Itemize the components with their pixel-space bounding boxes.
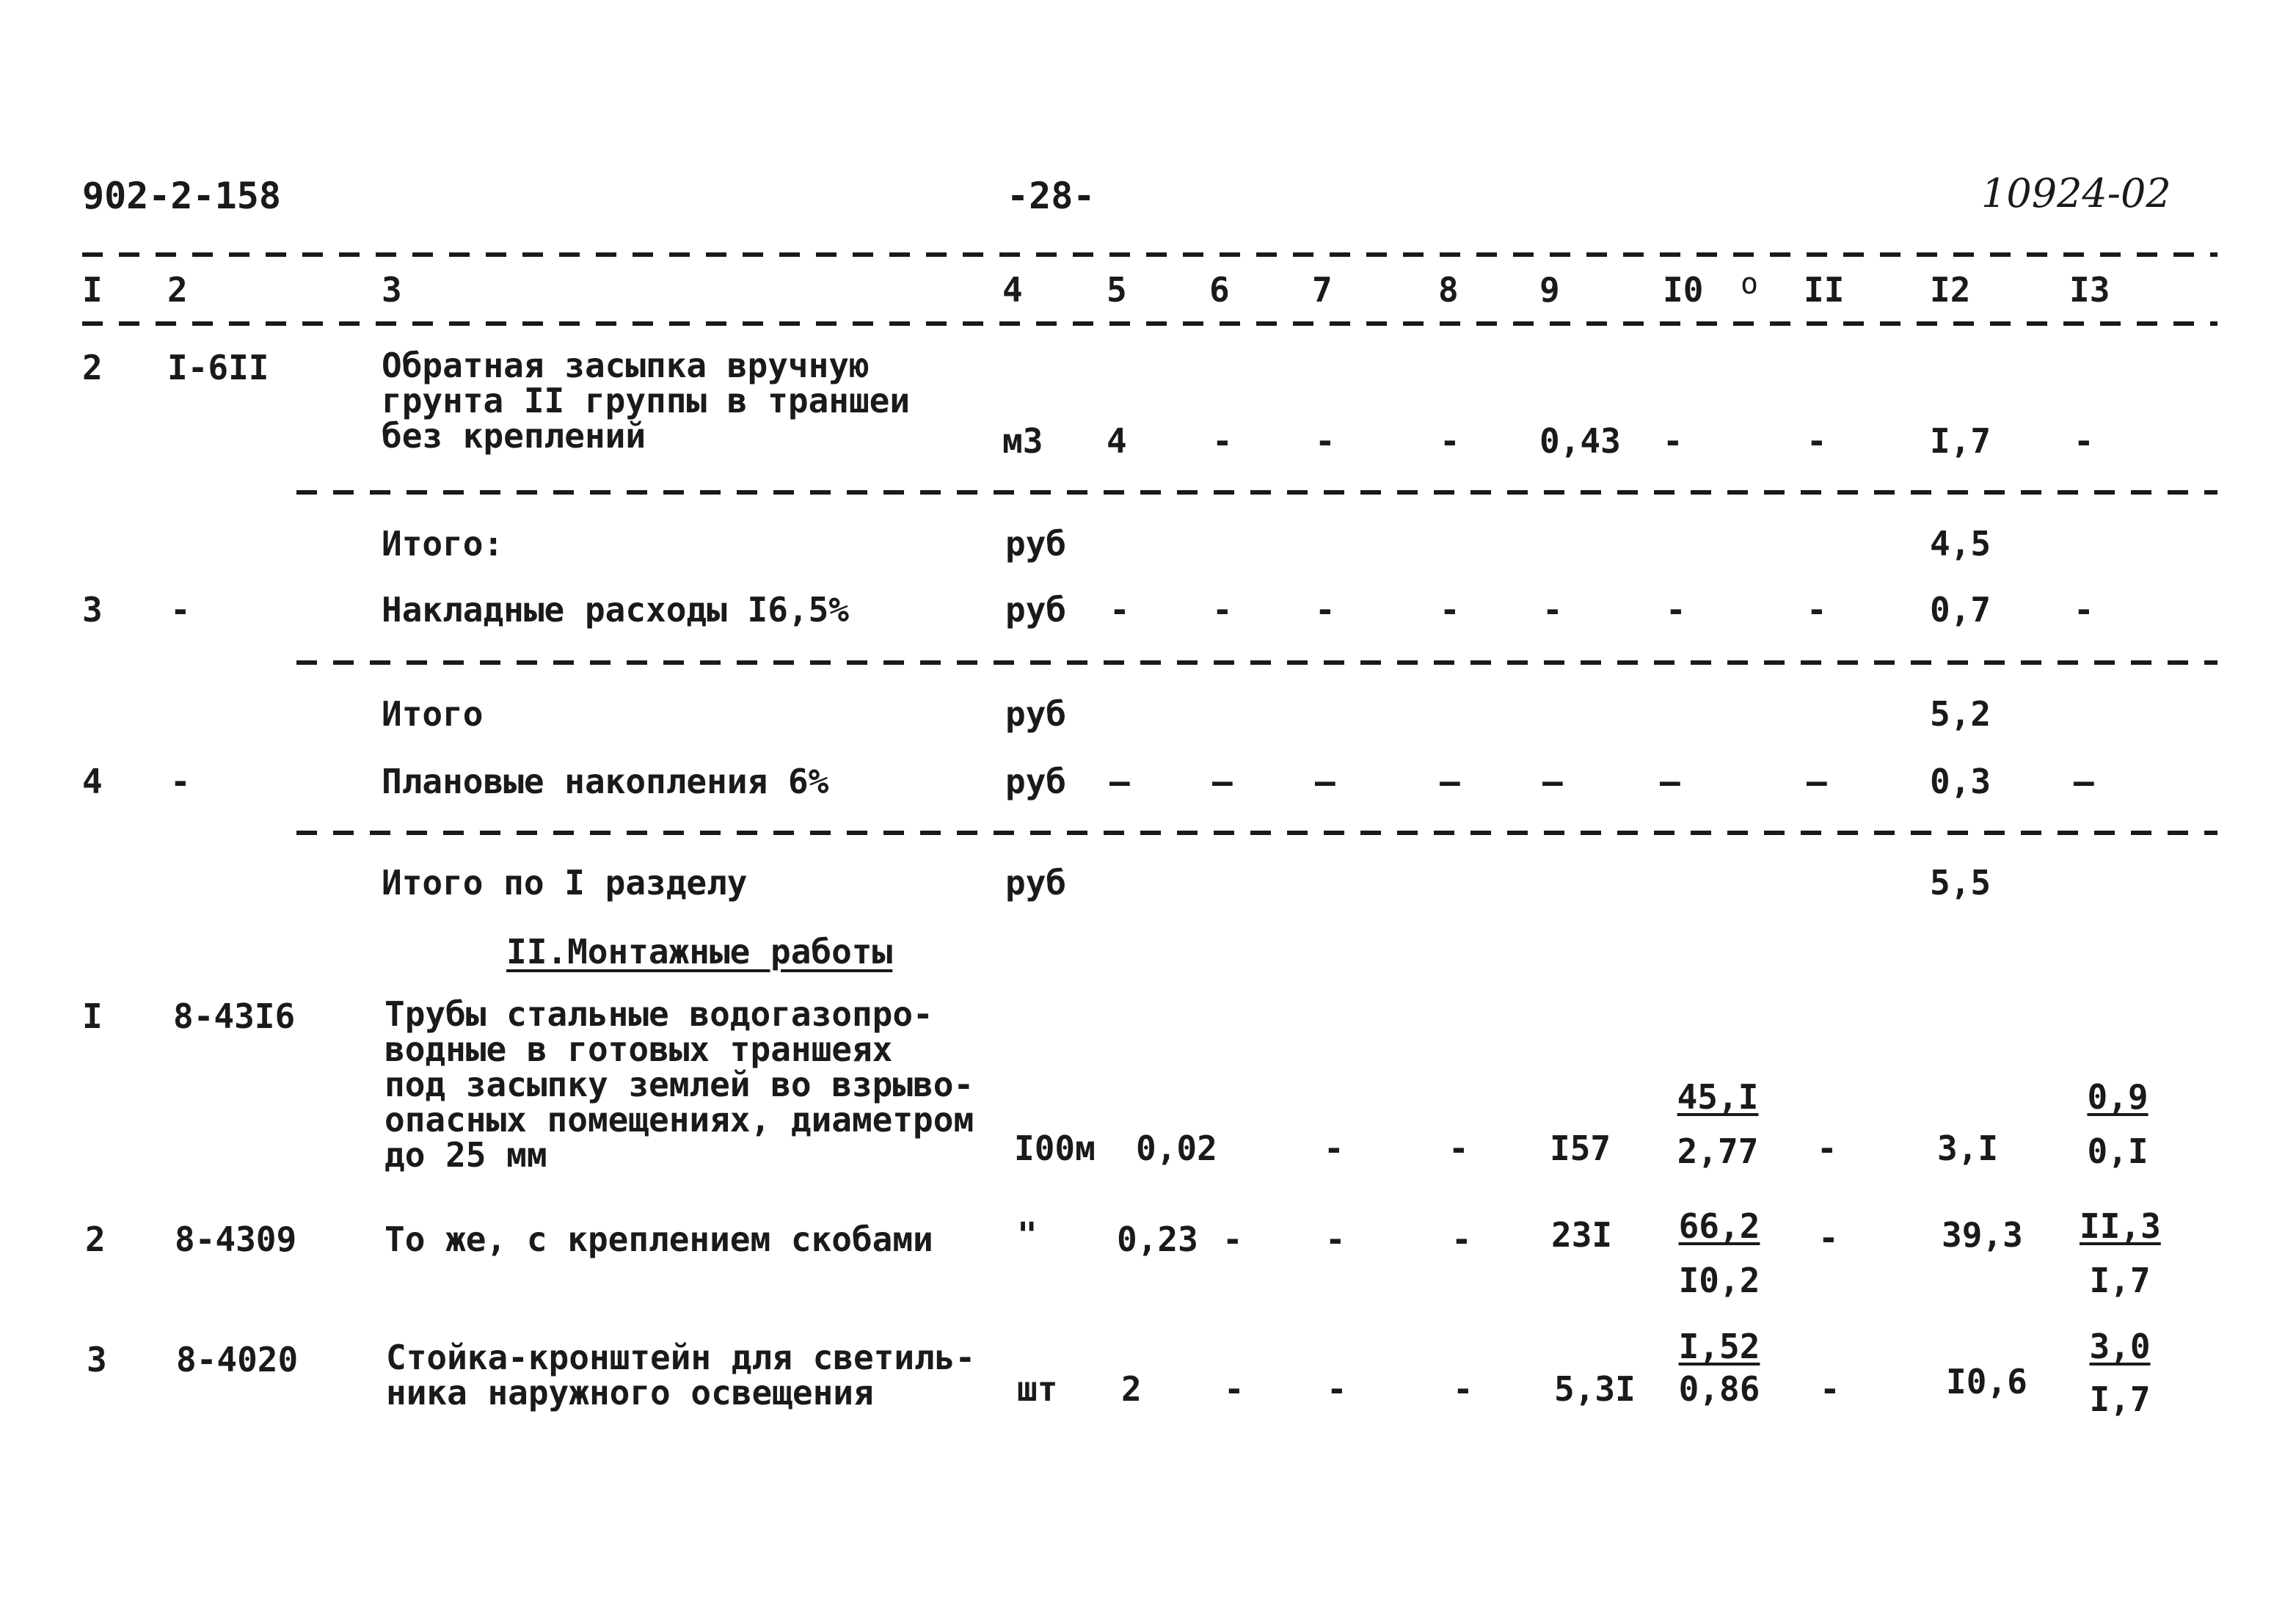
- row-number: 3: [87, 1340, 107, 1379]
- row-separator-rule: [296, 831, 2217, 835]
- cell-col9: 23I: [1551, 1215, 1613, 1255]
- fraction-numerator: 45,I: [1677, 1077, 1759, 1117]
- row-number: 4: [82, 762, 103, 801]
- unit: руб: [1005, 863, 1067, 903]
- fraction-denominator: 0,I: [2087, 1131, 2149, 1171]
- quantity: 2: [1121, 1369, 1142, 1409]
- cell-col11: -: [1807, 590, 1827, 630]
- norm-code: 8-43I6: [173, 996, 296, 1036]
- unit: I00м: [1014, 1129, 1096, 1168]
- header-top-rule: [82, 252, 2217, 257]
- norm-code: 8-4020: [176, 1340, 299, 1379]
- row-number: I: [82, 996, 103, 1036]
- cell-col9: –: [1542, 762, 1563, 801]
- cell-col11: –: [1807, 762, 1827, 801]
- cell-col8: -: [1440, 421, 1460, 461]
- cell-col6: -: [1222, 1220, 1243, 1259]
- fraction-numerator: II,3: [2080, 1206, 2161, 1246]
- column-header: I2: [1930, 270, 1971, 310]
- work-description: Накладные расходы I6,5%: [382, 590, 849, 630]
- cell-col10-fraction: [1672, 1206, 1767, 1300]
- work-description: Трубы стальные водогазопро- водные в готовых траншеях под засыпку землей во взрыво- опасных помещениях, диаметром до 25 мм: [385, 994, 974, 1175]
- cell-col6: -: [1212, 421, 1233, 461]
- cell-col12: 0,3: [1930, 762, 1991, 801]
- cell-col11: -: [1820, 1369, 1840, 1409]
- cell-col13-fraction: [2080, 1327, 2160, 1419]
- cell-col13: -: [2074, 421, 2094, 461]
- column-header: 5: [1107, 270, 1127, 310]
- subtotal-label: Итого: [382, 694, 484, 734]
- cell-col10: -: [1663, 421, 1683, 461]
- row-separator-rule: [296, 490, 2217, 495]
- work-description: Плановые накопления 6%: [382, 762, 829, 801]
- cell-col10-fraction: [1670, 1077, 1765, 1171]
- column-header: I0: [1663, 270, 1704, 310]
- work-description: Стойка-кронштейн для светиль- ника наружного освещения: [386, 1338, 976, 1412]
- cell-col6: -: [1224, 1369, 1244, 1409]
- column-header: o: [1741, 267, 1759, 301]
- fraction-denominator: 0,86: [1678, 1369, 1760, 1409]
- work-description: То же, с креплением скобами: [385, 1220, 933, 1259]
- cell-col13-fraction: [2080, 1206, 2160, 1300]
- section-total-value: 5,5: [1930, 863, 1991, 903]
- cell-col10: -: [1666, 590, 1686, 630]
- cell-col12: 39,3: [1942, 1215, 2023, 1255]
- cell-col9: I57: [1550, 1129, 1611, 1168]
- column-header: 9: [1539, 270, 1560, 310]
- unit: руб: [1005, 762, 1067, 801]
- fraction-numerator: 3,0: [2089, 1327, 2151, 1366]
- cell-col10: –: [1660, 762, 1680, 801]
- quantity: –: [1109, 762, 1130, 801]
- column-header: I3: [2069, 270, 2110, 310]
- unit: руб: [1005, 590, 1067, 630]
- cell-col6: –: [1212, 762, 1233, 801]
- quantity: 0,02: [1136, 1129, 1217, 1168]
- cell-col12: I,7: [1930, 421, 1991, 461]
- cell-col12: 3,I: [1937, 1129, 1999, 1168]
- row-number: 2: [82, 348, 103, 387]
- subtotal-value: 4,5: [1930, 524, 1991, 564]
- quantity: -: [1109, 590, 1130, 630]
- fraction-denominator: 2,77: [1677, 1131, 1759, 1171]
- cell-col13: -: [2074, 590, 2094, 630]
- cell-col11: -: [1817, 1129, 1837, 1168]
- cell-col7: -: [1315, 421, 1335, 461]
- document-code: 902-2-158: [82, 175, 281, 217]
- cell-col7: -: [1325, 1220, 1346, 1259]
- page-number: -28-: [1007, 175, 1096, 217]
- cell-col10-fraction: [1672, 1327, 1767, 1409]
- column-header: I: [82, 270, 103, 310]
- cell-col7: -: [1315, 590, 1335, 630]
- norm-code: 8-4309: [175, 1220, 297, 1259]
- column-header: II: [1804, 270, 1845, 310]
- fraction-denominator: I0,2: [1678, 1261, 1760, 1300]
- fraction-numerator: I,52: [1678, 1327, 1760, 1366]
- column-header: 7: [1312, 270, 1333, 310]
- inventory-number: 10924-02: [1981, 170, 2171, 216]
- unit: ": [1017, 1215, 1038, 1255]
- subtotal-value: 5,2: [1930, 694, 1991, 734]
- cell-col7: –: [1315, 762, 1335, 801]
- norm-code: -: [170, 590, 191, 630]
- cell-col8: -: [1448, 1129, 1469, 1168]
- section-total-label: Итого по I разделу: [382, 863, 748, 903]
- cell-col13: –: [2074, 762, 2094, 801]
- cell-col9: -: [1542, 590, 1563, 630]
- cell-col7: -: [1327, 1369, 1347, 1409]
- unit: шт: [1017, 1369, 1058, 1409]
- cell-col9: 0,43: [1539, 421, 1621, 461]
- quantity: 4: [1107, 421, 1127, 461]
- norm-code: I-6II: [167, 348, 269, 387]
- cell-col6: -: [1212, 590, 1233, 630]
- column-header: 6: [1209, 270, 1230, 310]
- header-bottom-rule: [82, 321, 2217, 326]
- subtotal-label: Итого:: [382, 524, 504, 564]
- cell-col13-fraction: [2081, 1077, 2154, 1171]
- unit: руб: [1005, 694, 1067, 734]
- column-header: 2: [167, 270, 188, 310]
- cell-col12: I0,6: [1946, 1362, 2027, 1401]
- cell-col11: -: [1807, 421, 1827, 461]
- cell-col7: -: [1324, 1129, 1344, 1168]
- column-header: 3: [382, 270, 402, 310]
- cell-col8: –: [1440, 762, 1460, 801]
- cell-col8: -: [1453, 1369, 1473, 1409]
- cell-col12: 0,7: [1930, 590, 1991, 630]
- quantity: 0,23: [1117, 1220, 1198, 1259]
- cell-col11: -: [1818, 1218, 1839, 1258]
- row-number: 2: [85, 1220, 106, 1259]
- fraction-denominator: I,7: [2089, 1379, 2151, 1419]
- column-header: 8: [1438, 270, 1459, 310]
- cell-col8: -: [1440, 590, 1460, 630]
- unit: руб: [1005, 524, 1067, 564]
- column-header: 4: [1002, 270, 1023, 310]
- cell-col9: 5,3I: [1554, 1369, 1636, 1409]
- work-description: Обратная засыпка вручную грунта II группы в траншеи без креплений: [382, 346, 911, 456]
- row-number: 3: [82, 590, 103, 630]
- unit: м3: [1002, 421, 1043, 461]
- cell-col8: -: [1451, 1220, 1472, 1259]
- norm-code: -: [170, 762, 191, 801]
- fraction-numerator: 0,9: [2087, 1077, 2149, 1117]
- fraction-numerator: 66,2: [1678, 1206, 1760, 1246]
- row-separator-rule: [296, 660, 2217, 665]
- fraction-denominator: I,7: [2089, 1261, 2151, 1300]
- section-title: II.Монтажные работы: [506, 932, 893, 971]
